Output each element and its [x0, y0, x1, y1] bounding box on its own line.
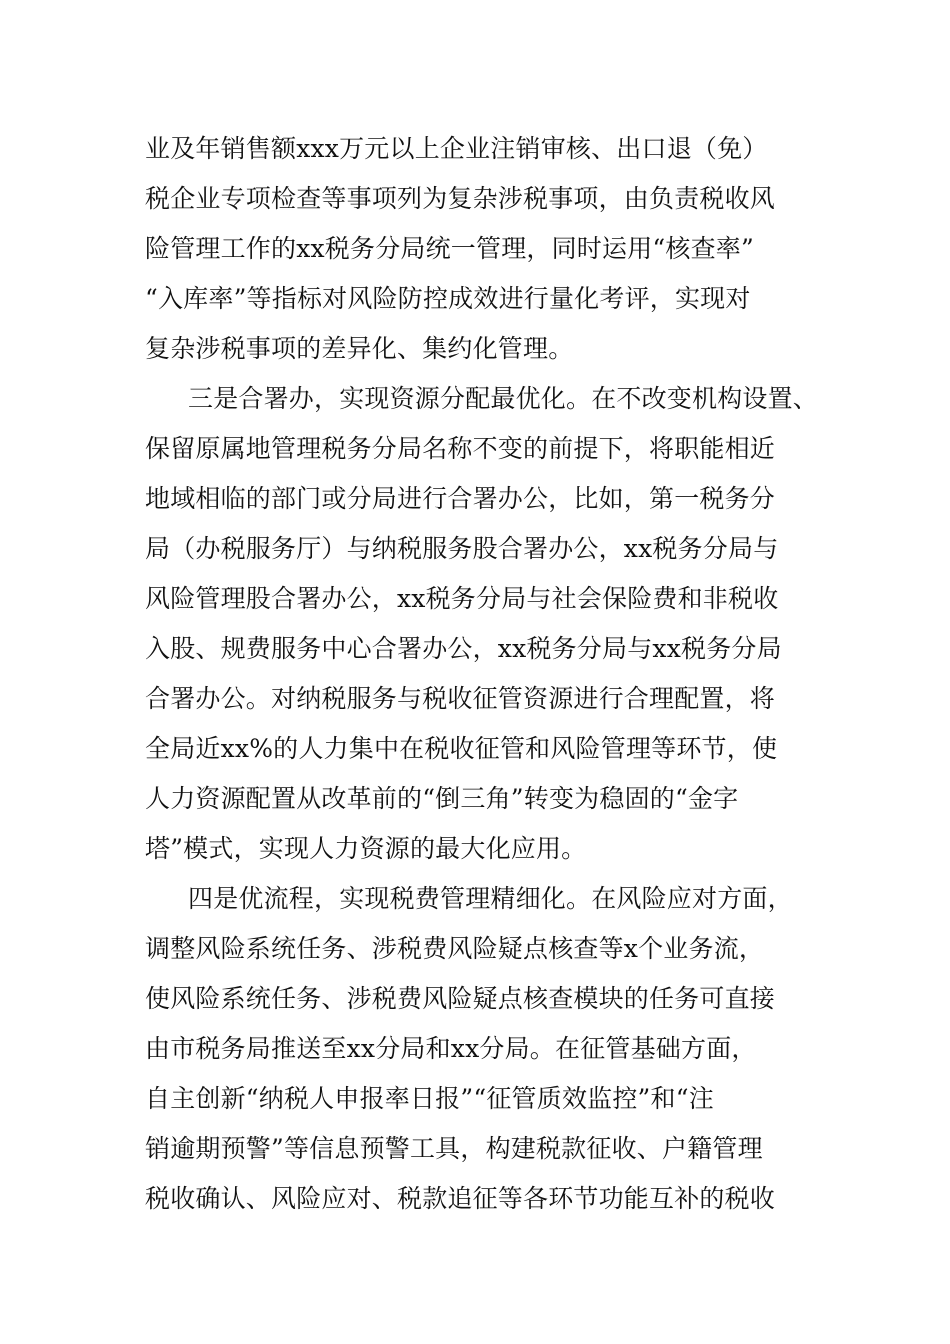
text-line: 地域相临的部门或分局进行合署办公，比如，第一税务分 — [145, 484, 776, 513]
paragraph-first-line: 三是合署办，实现资源分配最优化。在不改变机构设置、 — [188, 384, 819, 413]
text-line: 合署办公。对纳税服务与税收征管资源进行合理配置，将 — [145, 684, 776, 713]
text-line: 销逾期预警”等信息预警工具，构建税款征收、户籍管理 — [145, 1134, 763, 1163]
text-line: 全局近xx%的人力集中在税收征管和风险管理等环节，使 — [145, 734, 778, 763]
text-line: 税收确认、风险应对、税款追征等各环节功能互补的税收 — [145, 1184, 776, 1213]
text-line: “入库率”等指标对风险防控成效进行量化考评，实现对 — [145, 284, 751, 313]
text-line: 塔”模式，实现人力资源的最大化应用。 — [145, 834, 587, 863]
text-line: 使风险系统任务、涉税费风险疑点核查模块的任务可直接 — [145, 984, 776, 1013]
text-line: 保留原属地管理税务分局名称不变的前提下，将职能相近 — [145, 434, 776, 463]
text-line: 人力资源配置从改革前的“倒三角”转变为稳固的“金字 — [145, 784, 739, 813]
text-line: 调整风险系统任务、涉税费风险疑点核查等x个业务流， — [145, 934, 765, 963]
text-line: 自主创新“纳税人申报率日报”“征管质效监控”和“注 — [145, 1084, 714, 1113]
text-line: 险管理工作的xx税务分局统一管理，同时运用“核查率” — [145, 234, 754, 263]
text-line: 由市税务局推送至xx分局和xx分局。在征管基础方面， — [145, 1034, 757, 1063]
paragraph-first-line: 四是优流程，实现税费管理精细化。在风险应对方面， — [188, 884, 793, 913]
text-line: 税企业专项检查等事项列为复杂涉税事项，由负责税收风 — [145, 184, 776, 213]
text-line: 入股、规费服务中心合署办公，xx税务分局与xx税务分局 — [145, 634, 782, 663]
text-line: 局（办税服务厅）与纳税服务股合署办公，xx税务分局与 — [145, 534, 779, 563]
text-line: 风险管理股合署办公，xx税务分局与社会保险费和非税收 — [145, 584, 779, 613]
text-line: 复杂涉税事项的差异化、集约化管理。 — [145, 334, 574, 363]
text-line: 业及年销售额xxx万元以上企业注销审核、出口退（免） — [145, 134, 768, 163]
